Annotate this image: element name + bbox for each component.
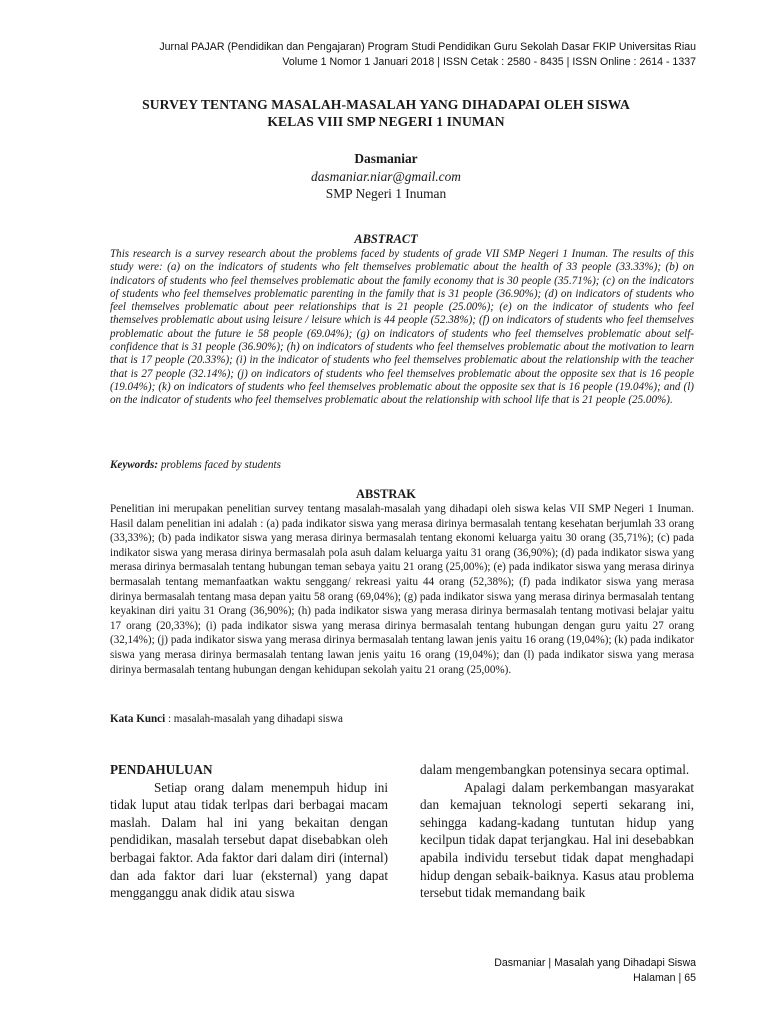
paragraph: Setiap orang dalam menempuh hidup ini tidak luput atau tidak terlpas dari berbagai macam maslah. Dalam hal ini yang bekaitan dengan pendidikan, masalah tersebut dapat disebabkan oleh berbagai faktor. Ada faktor dari dalam diri (internal) dan ada faktor dari luar (eksternal) yang dapat mengganggu anak didik atau siswa [110,779,388,901]
page-footer [296,956,696,985]
abstrak-body: Penelitian ini merupakan penelitian survey tentang masalah-masalah yang dihadapi oleh siswa kelas VII SMP Negeri 1 Inuman. Hasil dalam penelitian ini adalah : (a) pada indikator siswa yang merasa dirinya bermasalah tentang kesehatan berjumlah 33 orang (33,33%); (b) pada indikator siswa yang merasa dirinya bermasalah tentang ekonomi keluarga yaitu 30 orang (35,71%); (c) pada indikator siswa yang merasa dirinya bermasalah pola asuh dalam keluarga yaitu 31 orang (36,90%); (d) pada indikator siswa yang merasa dirinya bermasalah tentang hubungan teman sebaya yaitu 21 orang (25,00%); (e) pada indikator siswa yang merasa dirinya bermasalah tentang memanfaatkan waktu senggang/ rekreasi yaitu 44 orang (52,38%); (f) pada indikator siswa yang merasa dirinya bermasalah tentang masa depan yaitu 58 orang (69,04%); (g) pada indikator siswa yang merasa dirinya bermasalah tentang keyakinan diri yaitu 31 Orang (36,90%); (h) pada indikator siswa yang merasa dirinya bermasalah tentang motivasi belajar yaitu 17 orang (20,33%); (i) pada indikator siswa yang merasa dirinya bermasalah tentang hubungan dengan guru yaitu 27 orang (32,14%); (j) pada indikator siswa yang merasa dirinya bermasalah tentang lawan jenis yaitu 16 orang (19,04%); (k) pada indikator siswa yang merasa dirinya bermasalah tentang lawan jenis yaitu 16 orang (19,04%); dan (l) pada indikator siswa yang merasa dirinya bermasalah tentang hubungan dengan kehidupan sekolah yaitu 21 orang (25,00%). [110,503,694,676]
section-heading-pendahuluan: PENDAHULUAN [110,762,213,777]
page-number: Halaman | 65 [633,971,696,984]
journal-header [96,40,696,70]
paragraph: Apalagi dalam perkembangan masyarakat dan kemajuan teknologi seperti sekarang ini, sehingga kadang-kadang tuntutan hidup yang kecilpun tidak dapat terjangkau. Hal ini desebabkan apabila individu tersebut tidak dapat menghadapi hidup dengan sebaik-baiknya. Kasus atau problema tersebut tidak memandang baik [420,779,694,901]
title-line-1: SURVEY TENTANG MASALAH-MASALAH YANG DIHADAPAI OLEH SISWA [142,97,630,112]
abstract-body: This research is a survey research about the problems faced by students of grade VII SMP Negeri 1 Inuman. The results of this study were: (a) on the indicators of students who felt themselves problematic about the health of 33 people (33.33%); (b) on indicators of students who feel themselves problematic about the family economy that is 30 people (35.71%); (c) on the indicators of students who feel themselves problematic parenting in the family that is 31 people (36.90%); (d) on indicators of students who feel themselves problematic about peer relationships that is 21 people (25.00%); (e) on the indicator of students who feel themselves problematic about using leisure / leisure which is 44 people (52.38%); (f) on indicators of students who feel themselves problematic about the future ie 58 people (69.04%); (g) on indicators of students who feel themselves problematic about self-confidence that is 31 people (36.90%); (h) on indicators of students who feel themselves problematic about the motivation to learn that is 17 people (20.33%); (i) in the indicator of students who feel themselves problematic about the relationship with the teacher that is 27 people (32.14%); (j) on indicators of students who feel themselves problematic about the opposite sex that is 16 people (19.04%); (k) on indicators of students who feel themselves problematic about the opposite sex that is 16 people (19.04%); and (l) on the indicator of students who feel themselves problematic about the relationship with school life that is 21 people (25.00%). [110,248,694,407]
footer-author-title: Dasmaniar | Masalah yang Dihadapi Siswa [494,957,696,969]
abstract-heading: ABSTRACT [354,232,418,246]
journal-volume-issn: Volume 1 Nomor 1 Januari 2018 | ISSN Cetak : 2580 - 8435 | ISSN Online : 2614 - 1337 [282,56,696,68]
author-email: dasmaniar.niar@gmail.com [311,168,461,184]
journal-name: Jurnal PAJAR (Pendidikan dan Pengajaran) Program Studi Pendidikan Guru Sekolah Dasar FKIP Universitas Riau [159,41,696,53]
author-affiliation: SMP Negeri 1 Inuman [325,186,447,201]
author-name: Dasmaniar [354,151,418,166]
left-column [110,761,388,902]
right-column [420,761,694,902]
keywords [110,459,694,471]
keywords-value: problems faced by students [158,459,281,471]
author-block [100,150,672,203]
kata-kunci-value: : masalah-masalah yang dihadapi siswa [165,713,343,725]
paragraph: dalam mengembangkan potensinya secara optimal. [420,762,690,777]
kata-kunci-label: Kata Kunci [110,713,166,725]
abstrak-heading: ABSTRAK [356,487,416,501]
title-line-2: KELAS VIII SMP NEGERI 1 INUMAN [267,113,505,129]
paper-title [100,97,672,130]
kata-kunci [110,713,694,725]
keywords-label: Keywords: [110,459,159,471]
